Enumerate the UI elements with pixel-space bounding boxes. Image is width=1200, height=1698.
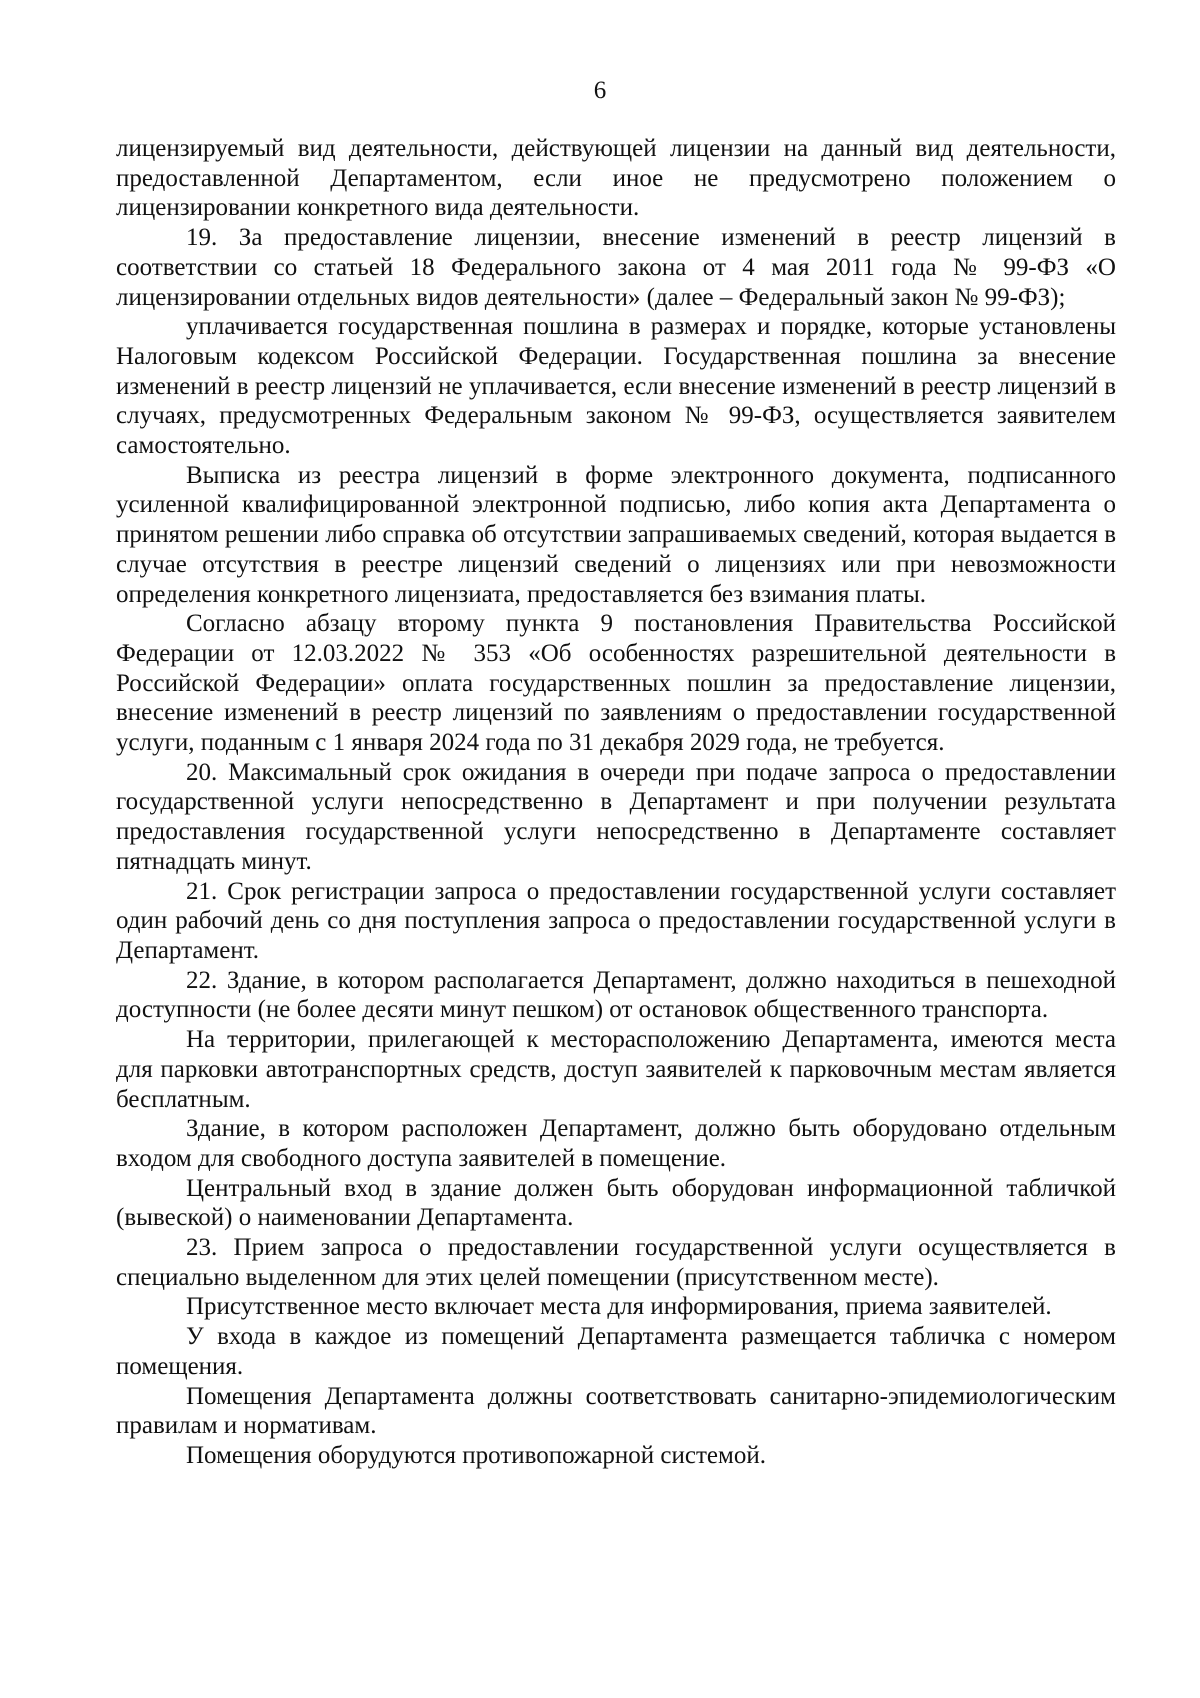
paragraph-government-resolution: Согласно абзацу второму пункта 9 постановления Правительства Российской Федерации от 12.03.2022 № 353 «Об особенностях разрешительной деятельности в Российской Федерации» оплата государственных пошлин за предоставление лицензии, внесение изменений в реестр лицензий по заявлениям о предоставлении государственной услуги, поданным с 1 января 2024 года по 31 декабря 2029 года, не требуется.: [116, 610, 1116, 757]
paragraph-item-20: 20. Максимальный срок ожидания в очереди при подаче запроса о предоставлении государственной услуги непосредственно в Департамент и при получении результата предоставления государственной услуги непосредственно в Департаменте составляет пятнадцать минут.: [116, 758, 1116, 875]
paragraph-state-fee: уплачивается государственная пошлина в размерах и порядке, которые установлены Налоговым кодексом Российской Федерации. Государственная пошлина за внесение изменений в реестр лицензий не уплачивается, если внесение изменений в реестр лицензий в случаях, предусмотренных Федеральным законом № 99-ФЗ, осуществляется заявителем самостоятельно.: [116, 313, 1116, 460]
paragraph-room-sign: У входа в каждое из помещений Департамента размещается табличка с номером помещения.: [116, 1323, 1116, 1380]
paragraph-fire-system: Помещения оборудуются противопожарной системой.: [186, 1441, 766, 1469]
paragraph-item-22: 22. Здание, в котором располагается Департамент, должно находиться в пешеходной доступности (не более десяти минут пешком) от остановок общественного транспорта.: [116, 966, 1116, 1024]
paragraph-item-23: 23. Прием запроса о предоставлении государственной услуги осуществляется в специально выделенном для этих целей помещении (присутственном месте).: [116, 1234, 1116, 1291]
paragraph-item-19: 19. За предоставление лицензии, внесение изменений в реестр лицензий в соответствии со статьей 18 Федерального закона от 4 мая 2011 года № 99-ФЗ «О лицензировании отдельных видов деятельности» (далее – Федеральный закон № 99-ФЗ);: [116, 224, 1116, 311]
paragraph-sanitary-rules: Помещения Департамента должны соответствовать санитарно-эпидемиологическим правилам и нормативам.: [116, 1382, 1116, 1440]
paragraph-reception-place: Присутственное место включает места для информирования, приема заявителей.: [186, 1293, 1052, 1321]
paragraph-separate-entrance: Здание, в котором расположен Департамент, должно быть оборудовано отдельным входом для свободного доступа заявителей в помещение.: [116, 1115, 1116, 1172]
document-body: [116, 134, 1116, 1471]
paragraph-continuation: лицензируемый вид деятельности, действующей лицензии на данный вид деятельности, предоставленной Департаментом, если иное не предусмотрено положением о лицензировании конкретного вида деятельности.: [116, 135, 1116, 222]
paragraph-central-entrance: Центральный вход в здание должен быть оборудован информационной табличкой (вывеской) о наименовании Департамента.: [116, 1174, 1116, 1232]
paragraph-register-extract: Выписка из реестра лицензий в форме электронного документа, подписанного усиленной квалифицированной электронной подписью, либо копия акта Департамента о принятом решении либо справка об отсутствии запрашиваемых сведений, которая выдается в случае отсутствия в реестре лицензий сведений о лицензиях или при невозможности определения конкретного лицензиата, предоставляется без взимания платы.: [116, 461, 1116, 608]
paragraph-parking: На территории, прилегающей к месторасположению Департамента, имеются места для парковки автотранспортных средств, доступ заявителей к парковочным местам является бесплатным.: [116, 1026, 1116, 1113]
page-number: 6: [593, 77, 607, 104]
paragraph-item-21: 21. Срок регистрации запроса о предоставлении государственной услуги составляет один рабочий день со дня поступления запроса о предоставлении государственной услуги в Департамент.: [116, 877, 1116, 964]
